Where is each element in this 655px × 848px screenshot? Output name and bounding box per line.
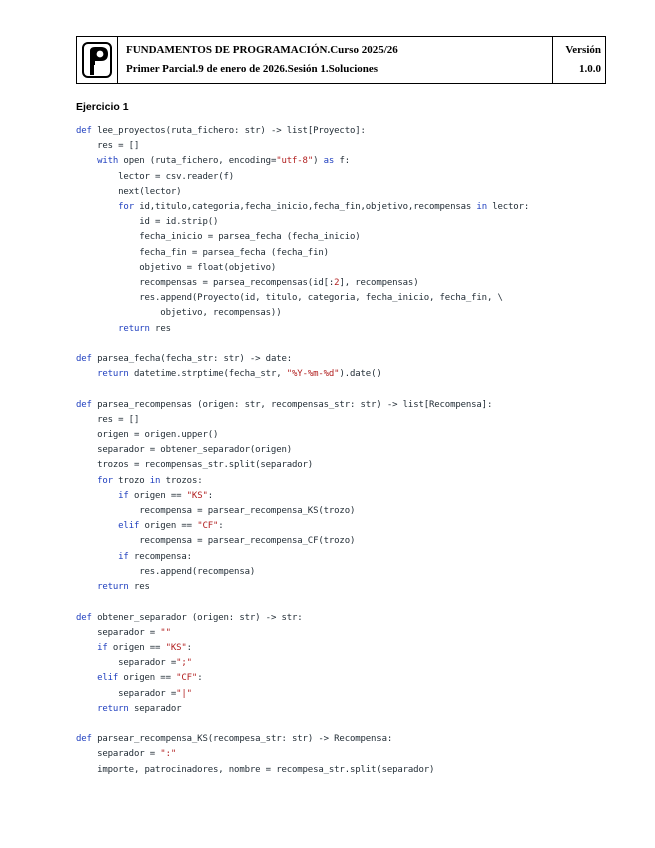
code-line (76, 687, 529, 702)
code-text: parsea_fecha(fecha_str: str) -> date: (91, 354, 293, 365)
code-line (76, 185, 529, 200)
code-string: "|" (176, 688, 192, 699)
code-line (76, 702, 529, 717)
code-text: res.append(recompensa) (76, 566, 256, 577)
code-text (76, 369, 97, 379)
code-line (76, 261, 529, 276)
code-line (76, 458, 529, 473)
code-line (76, 428, 529, 443)
code-text (76, 643, 97, 653)
code-text: : (207, 490, 214, 501)
code-string: ";" (176, 658, 192, 669)
code-text: parsea_recompensas (origen: str, recompensas_str: str) -> list[Recompensa]: (91, 399, 493, 410)
code-text: lee_proyectos(ruta_fichero: str) -> list[Proyecto]: (91, 126, 366, 136)
code-text: open (ruta_fichero, encoding= (118, 156, 277, 167)
document-header (76, 36, 606, 84)
code-text (76, 582, 97, 592)
code-text (76, 491, 118, 501)
exercise-title: Ejercicio 1 (76, 101, 129, 113)
code-keyword: def (76, 354, 92, 365)
code-line (76, 747, 529, 762)
title-line-2 (126, 60, 544, 79)
code-keyword: with (97, 156, 119, 167)
code-text: origen == (107, 642, 166, 653)
code-keyword: elif (118, 521, 140, 532)
code-text (76, 673, 97, 683)
code-keyword: in (476, 202, 487, 213)
code-block (76, 124, 529, 778)
code-line (76, 656, 529, 671)
code-line (76, 717, 529, 732)
code-text: ).date() (339, 369, 382, 380)
code-keyword: for (97, 475, 113, 486)
code-keyword: if (97, 642, 108, 653)
code-text (76, 552, 118, 562)
code-text: : (197, 673, 203, 684)
code-text: origen == (118, 673, 177, 684)
code-keyword: elif (97, 673, 119, 684)
code-keyword: if (118, 490, 129, 501)
code-text: : (186, 642, 192, 653)
code-string: "CF" (176, 673, 198, 684)
code-line (76, 534, 529, 549)
code-line (76, 322, 529, 337)
code-text: f: (334, 156, 351, 167)
code-line (76, 413, 529, 428)
code-string: "" (160, 627, 171, 638)
code-line (76, 306, 529, 321)
code-line (76, 580, 529, 595)
code-line (76, 443, 529, 458)
code-line (76, 671, 529, 686)
code-text: origen == (128, 490, 187, 501)
code-string: "CF" (197, 521, 219, 532)
code-text: id = id.strip() (76, 217, 219, 228)
code-text: datetime.strptime(fecha_str, (128, 369, 287, 380)
code-text: separador = (76, 688, 177, 699)
code-text: next(lector) (76, 186, 182, 197)
code-text: objetivo = float(objetivo) (76, 262, 277, 273)
code-keyword: def (76, 126, 92, 136)
code-line (76, 550, 529, 565)
code-text: separador = obtener_separador(origen) (76, 445, 293, 456)
code-text (76, 521, 118, 531)
code-line (76, 215, 529, 230)
code-text: separador = (76, 749, 161, 760)
code-line (76, 291, 529, 306)
version-value: 1.0.0 (579, 63, 601, 75)
code-text: recompensa = parsear_recompensa_KS(trozo) (76, 506, 356, 517)
code-text: recompensa: (128, 551, 192, 562)
logo-cell (77, 37, 118, 83)
code-keyword: def (76, 399, 92, 410)
code-line (76, 626, 529, 641)
code-line (76, 732, 529, 747)
code-keyword: def (76, 612, 92, 623)
code-text (76, 156, 97, 166)
code-string: "%Y-%m-%d" (286, 369, 340, 380)
code-text: obtener_separador (origen: str) -> str: (91, 612, 303, 623)
code-text: ) (313, 156, 324, 167)
version-cell (553, 37, 605, 83)
code-line (76, 124, 529, 139)
code-text: trozos = recompensas_str.split(separador) (76, 460, 314, 471)
title-line-1 (126, 41, 544, 60)
code-line (76, 504, 529, 519)
code-keyword: in (149, 475, 161, 486)
code-string: "utf-8" (276, 156, 314, 167)
code-line (76, 337, 529, 352)
code-line (76, 154, 529, 169)
code-text: separador (128, 703, 182, 714)
code-text: origen == (139, 521, 198, 532)
code-text: res (149, 323, 171, 334)
document-title (118, 37, 553, 83)
code-keyword: return (97, 703, 129, 714)
code-text: separador = (76, 627, 161, 638)
university-logo-icon (81, 41, 113, 79)
code-text: res = [] (76, 141, 140, 152)
code-text: recompensas = parsea_recompensas(id[: (76, 278, 335, 289)
code-text: lector = csv.reader(f) (76, 171, 235, 182)
course-year: Curso 2025/26 (330, 44, 398, 56)
code-text (76, 704, 97, 714)
code-text: res = [] (76, 414, 140, 425)
code-keyword: return (118, 323, 150, 334)
code-line (76, 230, 529, 245)
code-text: id,titulo,categoria,fecha_inicio,fecha_fin,objetivo,recompensas (133, 202, 477, 213)
code-text: lector: (486, 202, 530, 213)
code-line (76, 382, 529, 397)
code-line (76, 474, 529, 489)
code-text: trozo (112, 475, 150, 486)
version-label: Versión (565, 44, 601, 56)
code-string: "KS" (165, 642, 187, 653)
code-line (76, 641, 529, 656)
code-text: res.append(Proyecto(id, titulo, categoria, fecha_inicio, fecha_fin, \ (76, 293, 503, 304)
code-text (76, 476, 97, 486)
code-line (76, 246, 529, 261)
code-text (76, 324, 118, 334)
code-line (76, 170, 529, 185)
code-text: res (128, 582, 150, 593)
code-line (76, 200, 529, 215)
code-keyword: return (97, 369, 129, 380)
code-line (76, 595, 529, 610)
course-name: FUNDAMENTOS DE PROGRAMACIÓN. (126, 44, 331, 56)
exam-date-session: 9 de enero de 2026.Sesión 1.Soluciones (198, 63, 379, 75)
code-text: parsear_recompensa_KS(recompesa_str: str) -> Recompensa: (91, 734, 393, 745)
code-line (76, 276, 529, 291)
code-string: ":" (160, 749, 177, 760)
code-line (76, 489, 529, 504)
code-string: "KS" (186, 490, 208, 501)
exam-name: Primer Parcial. (126, 63, 199, 75)
code-line (76, 565, 529, 580)
code-line (76, 611, 529, 626)
code-keyword: def (76, 734, 92, 745)
code-text: fecha_inicio = parsea_fecha (fecha_inicio) (76, 232, 361, 243)
code-keyword: if (118, 551, 129, 562)
code-keyword: return (97, 582, 129, 593)
code-string: 2 (334, 278, 340, 289)
code-keyword: for (118, 202, 134, 213)
code-text: origen = origen.upper() (76, 430, 219, 441)
code-line (76, 763, 529, 778)
code-text: importe, patrocinadores, nombre = recompesa_str.split(separador) (76, 764, 435, 775)
code-text: recompensa = parsear_recompensa_CF(trozo) (76, 536, 356, 547)
code-line (76, 139, 529, 154)
code-line (76, 352, 529, 367)
code-line (76, 519, 529, 534)
code-text: ], recompensas) (339, 278, 419, 289)
code-line (76, 398, 529, 413)
code-text: objetivo, recompensas)) (76, 308, 282, 319)
code-keyword: as (323, 156, 335, 167)
code-line (76, 367, 529, 382)
code-text: : (218, 521, 224, 532)
code-text: separador = (76, 658, 177, 669)
code-text: trozos: (160, 475, 203, 486)
code-text (76, 202, 118, 212)
code-text: fecha_fin = parsea_fecha (fecha_fin) (76, 247, 329, 258)
